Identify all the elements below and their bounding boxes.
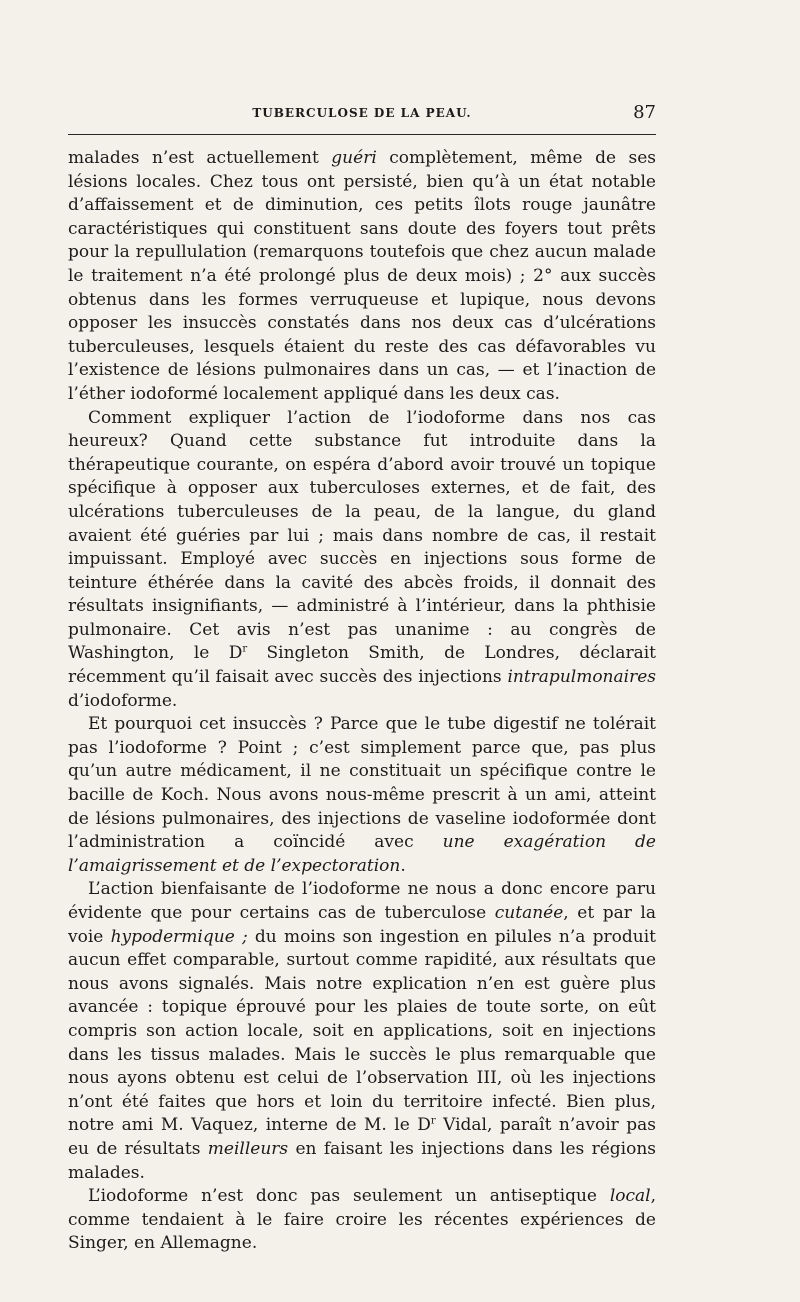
text-run: Et pourquoi cet insuccès ? Parce que le tube digestif ne tolérait pas l’iodoforme ? Point ; c’est simplement parce que, pas plus qu’un autre médicament, il ne constituait un spécifique contre le bacille de Koch. Nous avons nous-même prescrit à un ami, atteint de lésions pulmonaires, des injections de vaseline iodoformée dont l’administration a coïncidé avec [68,714,656,853]
text-run: , comme tendaient à le faire croire les récentes expériences de Singer, en Allemagne. [68,1186,656,1254]
paragraph [68,713,656,878]
running-head [68,98,656,134]
superscript-text: r [242,643,248,655]
italic-text: meilleurs [207,1138,289,1159]
italic-text: une exagération de l’amaigrissement et de l’expectoration [68,832,656,876]
italic-text: intrapulmonaires [507,667,656,688]
text-run: L’action bienfaisante de l’iodoforme ne nous a donc encore paru évidente que pour certains cas de tuberculose [68,879,656,923]
text-run: en faisant les injections dans les régions malades. [68,1138,656,1183]
text-run: . [400,855,406,876]
paragraph [68,878,656,1185]
text-run: L’iodoforme n’est donc pas seulement un antiseptique [88,1186,610,1207]
italic-text: cutanée [494,903,564,923]
paragraph [68,1185,656,1256]
page-number: 87 [633,102,656,123]
superscript-text: r [430,1115,436,1127]
italic-text: local [609,1186,651,1207]
text-run: Comment expliquer l’action de l’iodoforme dans nos cas heureux? Quand cette substance fut introduite dans la thérapeutique courante, on espéra d’abord avoir trouvé un topique spécifique à opposer aux tuberculoses externes, et de fait, des ulcérations tuberculeuses de la peau, de la langue, du gland avaient été guéries par lui ; mais dans nombre de cas, il restait impuissant. Employé avec succès en injections sous forme de teinture éthérée dans la cavité des abcès froids, il donnait des résultats insignifiants, — administré à l’intérieur, dans la phthisie pulmonaire. Cet avis n’est pas unanime : au congrès de Washington, le D [68,407,656,664]
text-run: d’iodoforme. [68,690,178,711]
paragraph [68,147,656,407]
italic-text: hypodermique ; [110,926,248,947]
text-run: malades n’est actuellement [68,148,332,168]
header-rule [68,134,656,135]
italic-text: guéri [331,148,377,168]
body-text [68,147,656,1256]
text-run: complètement, même de ses lésions locales. Chez tous ont persisté, bien qu’à un état notable d’affaissement et de diminution, ces petits îlots rouge jaunâtre caractéristiques qui constituent sans doute des foyers tout prêts pour la repullulation (remarquons toutefois que chez aucun malade le traitement n’a été prolongé plus de deux mois) ; 2° aux succès obtenus dans les formes verruqueuse et lupique, nous devons opposer les insuccès constatés dans nos deux cas d’ulcérations tuberculeuses, lesquels étaient du reste des cas défavorables vu l’existence de lésions pulmonaires dans un cas, — et l’inaction de l’éther iodoformé localement appliqué dans les deux cas. [68,148,656,404]
text-run: Vidal, paraît n’avoir pas eu de résultats [68,1115,656,1159]
running-title: TUBERCULOSE DE LA PEAU. [252,106,472,120]
text-run: Singleton Smith, de Londres, déclarait récemment qu’il faisait avec succès des injections [68,643,656,688]
paragraph [68,407,656,714]
text-run: , et par la voie [68,903,656,947]
text-run: du moins son ingestion en pilules n’a produit aucun effet comparable, surtout comme rapidité, aux résultats que nous avons signalés. Mais notre explication n’en est guère plus avancée : topique éprouvé pour les plaies de toute sorte, on eût compris son action locale, soit en applications, soit en injections dans les tissus malades. Mais le succès le plus remarquable que nous ayons obtenu est celui de l’observation III, où les injections n’ont été faites que hors et loin du territoire infecté. Bien plus, notre ami M. Vaquez, interne de M. le D [68,926,656,1136]
